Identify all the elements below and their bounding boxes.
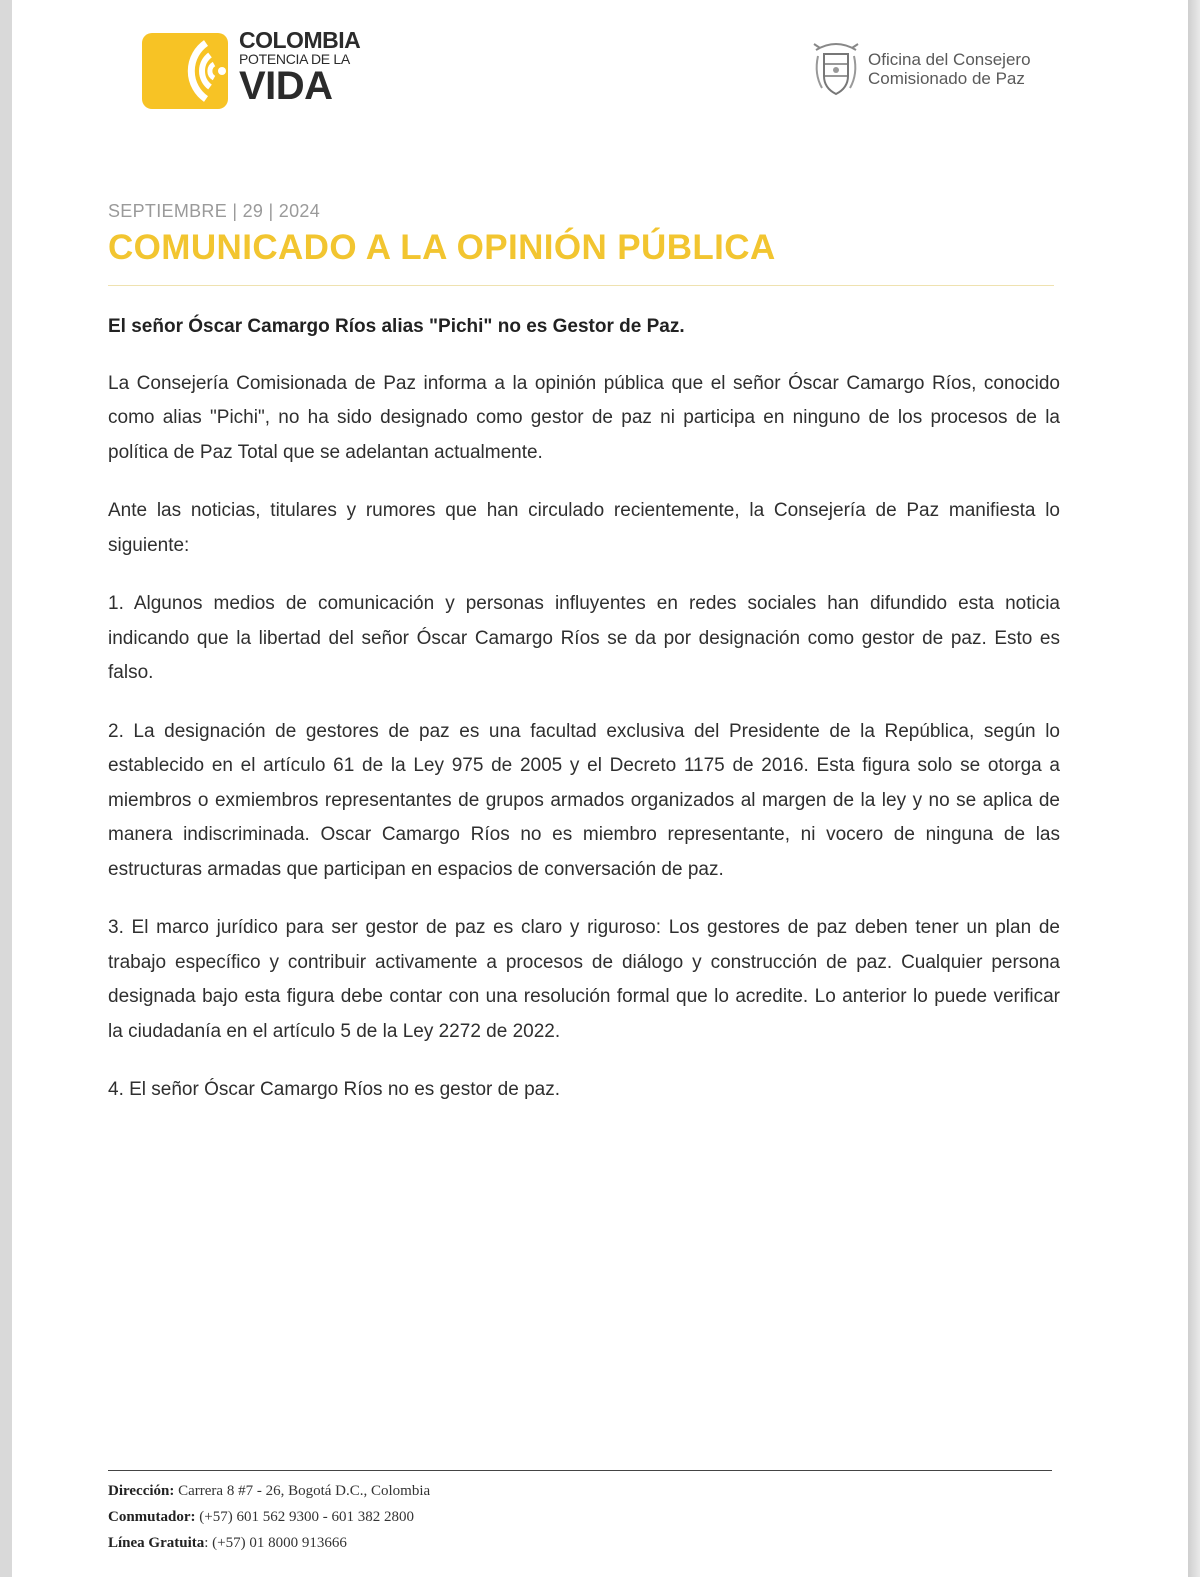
page-title: COMUNICADO A LA OPINIÓN PÚBLICA bbox=[108, 228, 776, 267]
switchboard-value: (+57) 601 562 9300 - 601 382 2800 bbox=[195, 1509, 414, 1525]
paragraph: 3. El marco jurídico para ser gestor de paz es claro y riguroso: Los gestores de paz deben tener un plan de trabajo específico y contribuir activamente a procesos de diálogo y construcción de paz. Cualquier persona designada bajo esta figura debe contar con una resolución formal que lo acredite. Lo anterior lo puede verificar la ciudadanía en el artículo 5 de la Ley 2272 de 2022. bbox=[108, 917, 1060, 1042]
tollfree-label: Línea Gratuita bbox=[108, 1535, 205, 1551]
coat-of-arms-icon bbox=[810, 40, 862, 98]
colombia-logo-icon bbox=[142, 33, 228, 109]
paragraph: La Consejería Comisionada de Paz informa a la opinión pública que el señor Óscar Camargo Ríos, conocido como alias "Pichi", no ha sido designado como gestor de paz ni participa en ninguno de los procesos de la política de Paz Total que se adelantan actualmente. bbox=[108, 372, 1060, 463]
footer-contact bbox=[108, 1478, 430, 1556]
brand-line-2: POTENCIA DE LA bbox=[239, 51, 350, 67]
brand-wordmark bbox=[239, 27, 361, 108]
paragraph: Ante las noticias, titulares y rumores que han circulado recientemente, la Consejería de Paz manifiesta lo siguiente: bbox=[108, 500, 1060, 556]
address-label: Dirección: bbox=[108, 1483, 175, 1499]
brand-line-3: VIDA bbox=[239, 64, 333, 108]
office-line-2: Comisionado de Paz bbox=[868, 69, 1025, 88]
paragraph: 4. El señor Óscar Camargo Ríos no es gestor de paz. bbox=[108, 1079, 560, 1100]
footer-tollfree bbox=[108, 1530, 430, 1556]
document-body bbox=[108, 310, 1060, 1132]
brand-line-1: COLOMBIA bbox=[239, 27, 361, 53]
document-headline: El señor Óscar Camargo Ríos alias "Pichi" no es Gestor de Paz. bbox=[108, 316, 685, 337]
switchboard-label: Conmutador: bbox=[108, 1509, 196, 1525]
paragraph: 1. Algunos medios de comunicación y personas influyentes en redes sociales han difundido esta noticia indicando que la libertad del señor Óscar Camargo Ríos se da por designación como gestor de paz. Esto es falso. bbox=[108, 593, 1060, 683]
paragraph: 2. La designación de gestores de paz es una facultad exclusiva del Presidente de la República, según lo establecido en el artículo 61 de la Ley 975 de 2005 y el Decreto 1175 de 2016. Esta figura solo se otorga a miembros o exmiembros representantes de grupos armados organizados al margen de la ley y no se aplica de manera indiscriminada. Oscar Camargo Ríos no es miembro representante, ni vocero de ninguna de las estructuras armadas que participan en espacios de conversación de paz. bbox=[108, 720, 1060, 880]
page-edge-shadow bbox=[1188, 0, 1200, 1577]
document-date: SEPTIEMBRE | 29 | 2024 bbox=[108, 201, 321, 221]
footer-address bbox=[108, 1478, 430, 1504]
tollfree-value: : (+57) 01 8000 913666 bbox=[204, 1535, 347, 1551]
address-value: Carrera 8 #7 - 26, Bogotá D.C., Colombia bbox=[174, 1483, 431, 1499]
office-line-1: Oficina del Consejero bbox=[868, 50, 1031, 69]
office-logo bbox=[810, 40, 1031, 98]
footer-switchboard bbox=[108, 1504, 430, 1530]
title-divider bbox=[108, 285, 1054, 286]
footer-divider bbox=[108, 1470, 1052, 1471]
